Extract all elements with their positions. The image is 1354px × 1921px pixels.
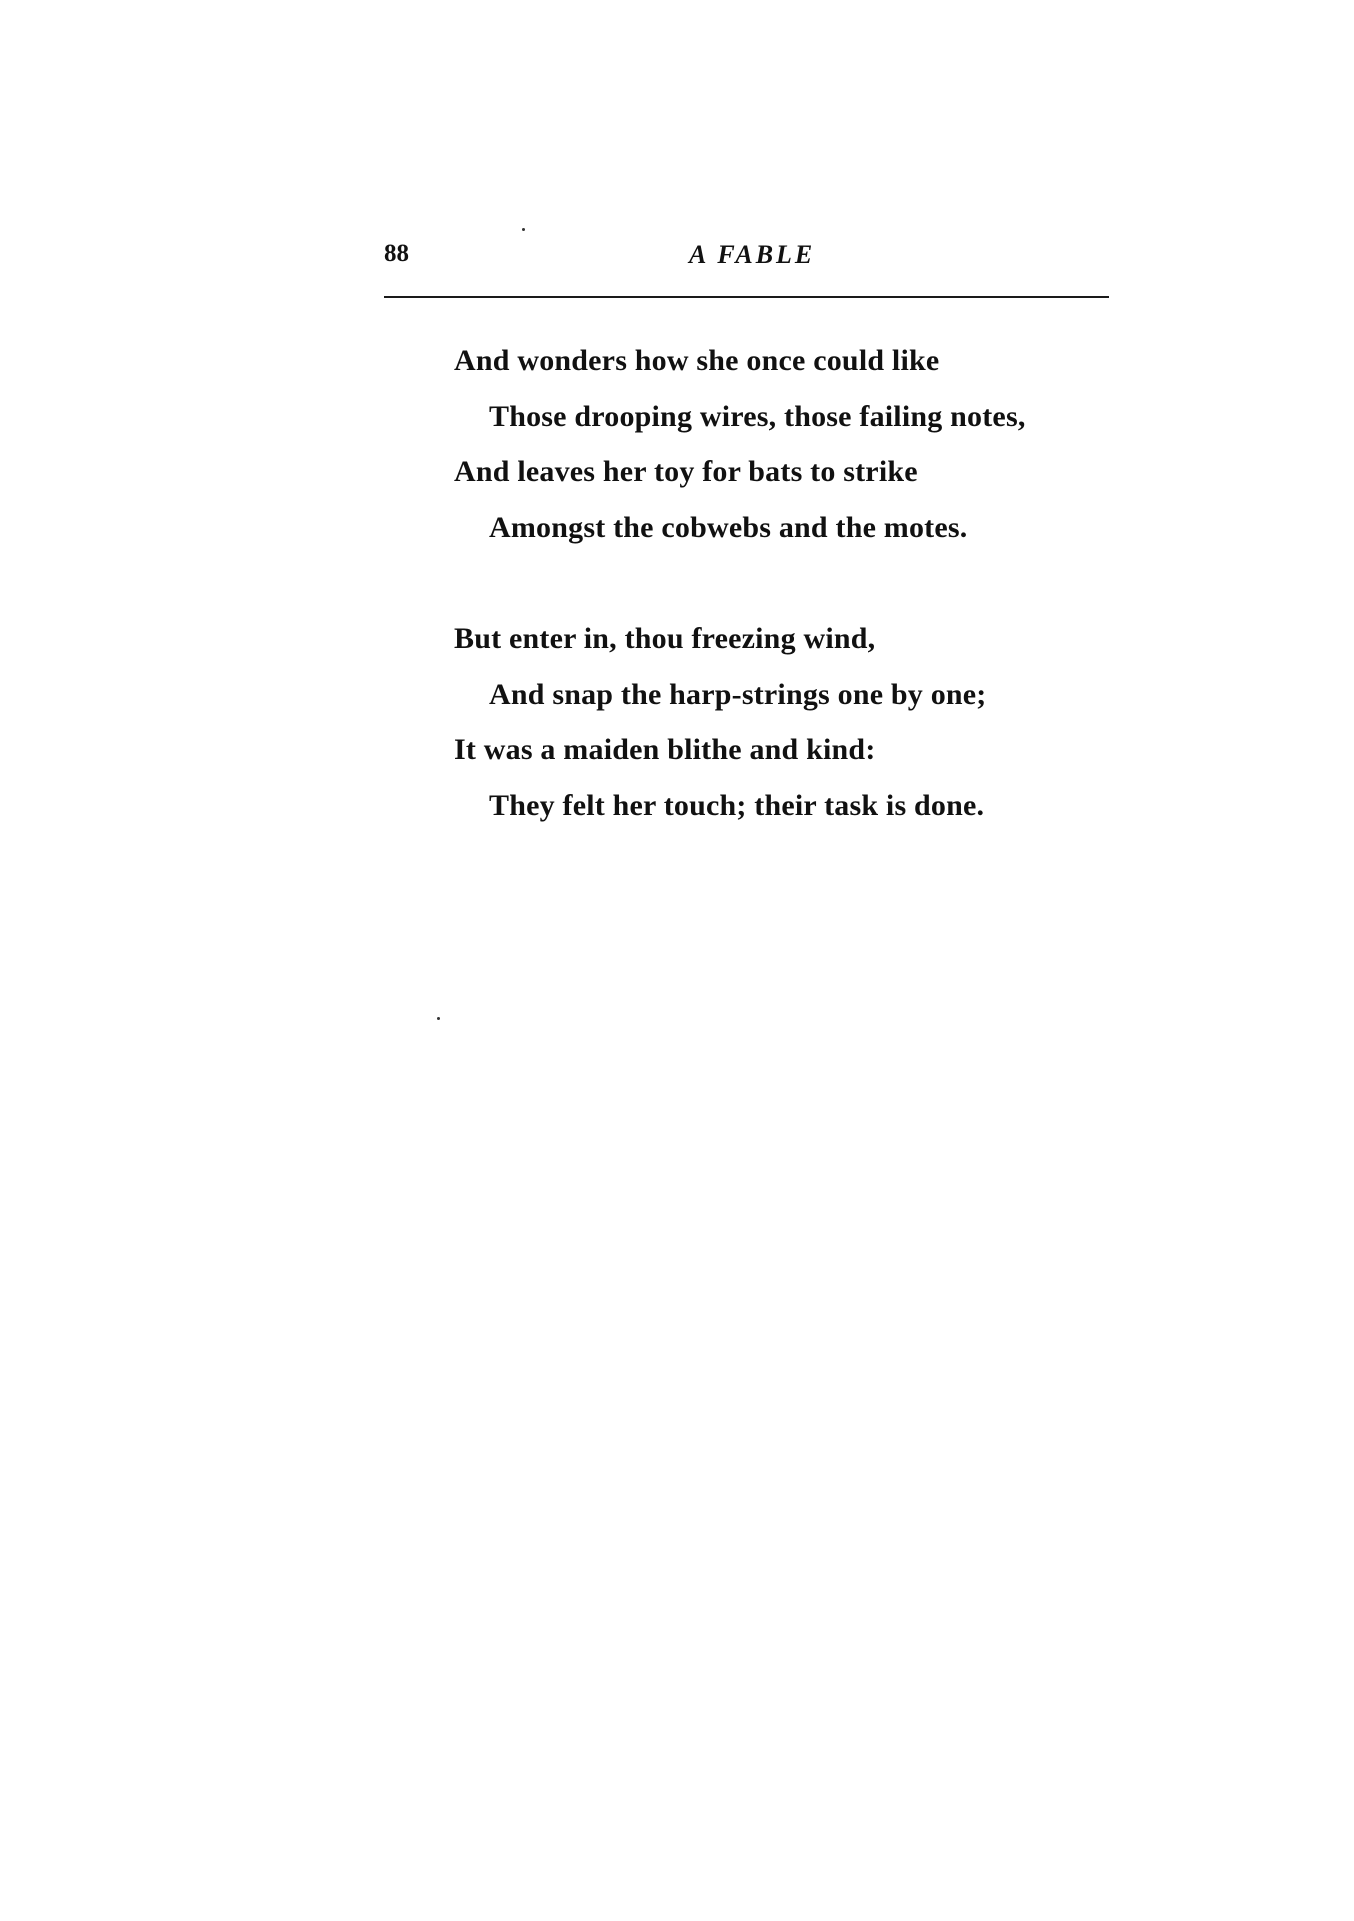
ink-speck — [522, 228, 525, 231]
running-head — [384, 240, 1109, 280]
header-rule — [384, 296, 1109, 298]
ink-speck — [437, 1017, 440, 1020]
poem-line: And wonders how she once could like — [454, 344, 940, 377]
poem-line: Those drooping wires, those failing notes, — [489, 399, 1026, 433]
stanza-2 — [454, 611, 1094, 833]
poem-line: And leaves her toy for bats to strike — [454, 455, 918, 488]
running-title: A FABLE — [689, 240, 816, 269]
poem-line: And snap the harp-strings one by one; — [489, 677, 987, 711]
poem-line: Amongst the cobwebs and the motes. — [489, 510, 968, 544]
page-number: 88 — [384, 240, 409, 267]
poem-line: It was a maiden blithe and kind: — [454, 733, 876, 766]
poem-line: They felt her touch; their task is done. — [489, 788, 985, 822]
poem-line: But enter in, thou freezing wind, — [454, 622, 876, 655]
stanza-1 — [454, 333, 1094, 555]
